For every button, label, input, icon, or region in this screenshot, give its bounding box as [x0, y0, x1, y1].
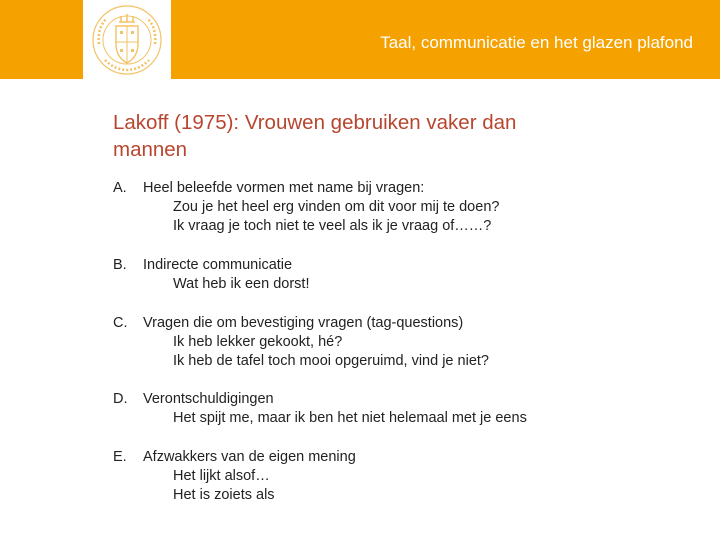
item-example: Wat heb ik een dorst!	[173, 276, 310, 292]
item-example: Het spijt me, maar ik ben het niet helemaal met je eens	[173, 410, 527, 426]
item-letter: D.	[113, 391, 128, 407]
slide-title-line: Lakoff (1975): Vrouwen gebruiken vaker dan	[113, 111, 517, 134]
item-heading: Heel beleefde vormen met name bij vragen:	[143, 180, 425, 196]
item-heading: Indirecte communicatie	[143, 257, 293, 273]
item-heading: Afzwakkers van de eigen mening	[143, 449, 356, 465]
item-example: Ik heb lekker gekookt, hé?	[173, 334, 343, 350]
presentation-title: Taal, communicatie en het glazen plafond	[380, 33, 693, 52]
item-letter: B.	[113, 257, 127, 273]
item-heading: Vragen die om bevestiging vragen (tag-questions)	[143, 315, 464, 331]
item-example: Ik vraag je toch niet te veel als ik je vraag of……?	[173, 218, 492, 234]
slide-title	[113, 109, 653, 163]
item-heading: Verontschuldigingen	[143, 391, 274, 407]
item-letter: E.	[113, 449, 127, 465]
slide-title-line: mannen	[113, 138, 188, 161]
item-letter: A.	[113, 180, 127, 196]
university-seal-icon	[85, 2, 169, 78]
item-example: Het is zoiets als	[173, 487, 275, 503]
item-letter: C.	[113, 315, 128, 331]
item-example: Het lijkt alsof…	[173, 468, 270, 484]
item-example: Ik heb de tafel toch mooi opgeruimd, vind je niet?	[173, 353, 489, 369]
item-example: Zou je het heel erg vinden om dit voor mij te doen?	[173, 199, 500, 215]
header-bar	[0, 0, 720, 79]
